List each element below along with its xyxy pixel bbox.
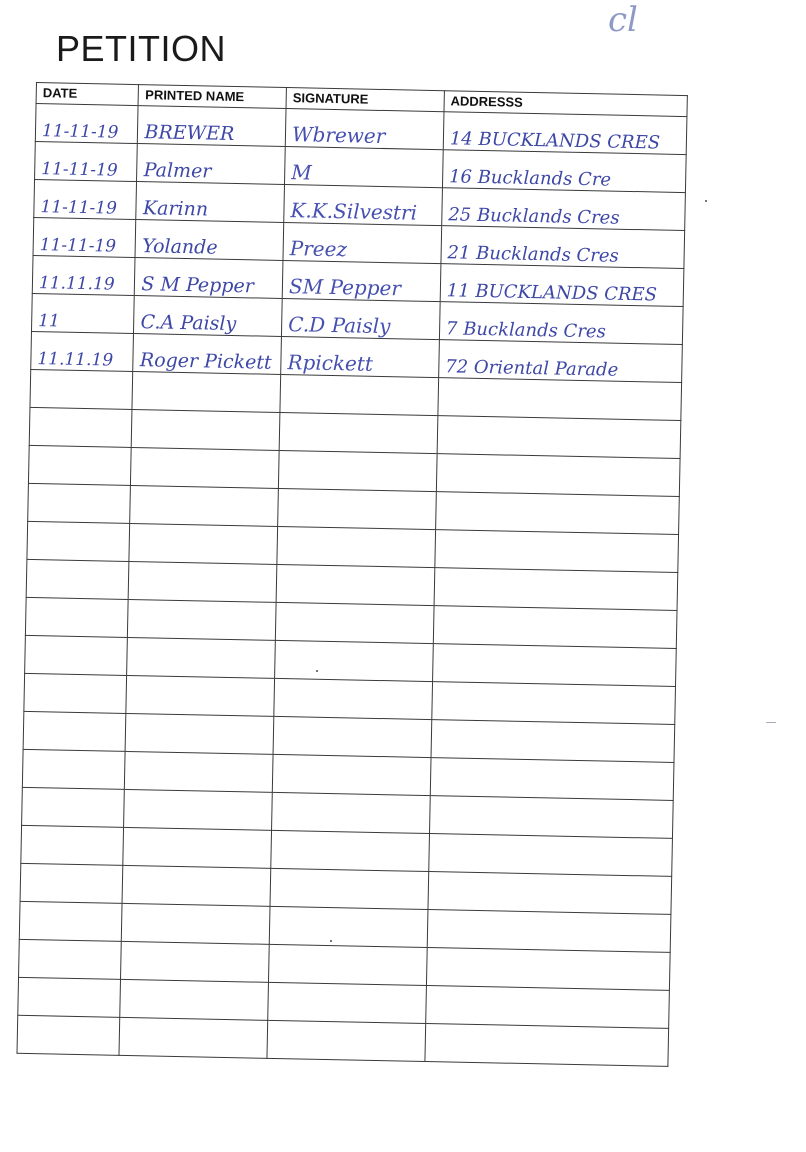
cell-printed-name: Palmer bbox=[137, 144, 285, 185]
stray-mark bbox=[330, 940, 332, 942]
cell-address bbox=[428, 872, 672, 915]
cell-printed-name: Karinn bbox=[136, 182, 284, 223]
cell-date bbox=[22, 749, 125, 789]
header-printed-name: PRINTED NAME bbox=[139, 85, 287, 109]
petition-table bbox=[16, 82, 687, 1067]
cell-signature bbox=[277, 526, 436, 567]
cell-printed-name bbox=[129, 561, 277, 602]
cell-date bbox=[25, 635, 128, 675]
cell-signature bbox=[275, 602, 434, 643]
cell-date: 11-11-19 bbox=[34, 179, 137, 219]
cell-date bbox=[27, 521, 130, 561]
cell-printed-name bbox=[126, 713, 274, 754]
cell-printed-name bbox=[128, 599, 276, 640]
cell-signature bbox=[278, 450, 437, 491]
cell-address bbox=[432, 682, 676, 725]
cell-printed-name bbox=[125, 751, 273, 792]
page-title: PETITION bbox=[56, 28, 227, 69]
cell-address bbox=[436, 454, 680, 497]
cell-printed-name bbox=[123, 865, 271, 906]
cell-signature bbox=[279, 412, 438, 453]
cell-date bbox=[29, 407, 132, 447]
cell-address: 7 Bucklands Cres bbox=[439, 302, 683, 345]
cell-address bbox=[427, 910, 671, 953]
cell-date bbox=[28, 445, 131, 485]
cell-date bbox=[28, 483, 131, 523]
cell-date bbox=[19, 939, 122, 979]
cell-signature bbox=[269, 906, 428, 947]
cell-address bbox=[425, 1024, 669, 1067]
cell-signature bbox=[275, 640, 434, 681]
cell-date bbox=[20, 863, 123, 903]
cell-printed-name bbox=[119, 1017, 267, 1058]
cell-address bbox=[429, 834, 673, 877]
cell-printed-name bbox=[132, 410, 280, 451]
cell-signature bbox=[276, 564, 435, 605]
cell-signature bbox=[268, 982, 427, 1023]
header-address: ADDRESSS bbox=[444, 91, 687, 117]
cell-signature bbox=[270, 868, 429, 909]
cell-date: 11-11-19 bbox=[35, 141, 138, 181]
cell-signature bbox=[269, 944, 428, 985]
cell-address bbox=[431, 720, 675, 763]
cell-printed-name: BREWER bbox=[138, 106, 286, 147]
cell-printed-name bbox=[127, 637, 275, 678]
cell-signature bbox=[273, 716, 432, 757]
cell-address: 25 Bucklands Cres bbox=[442, 188, 686, 231]
cell-address bbox=[430, 758, 674, 801]
cell-address bbox=[438, 378, 682, 421]
cell-date bbox=[25, 597, 128, 637]
header-signature: SIGNATURE bbox=[286, 88, 444, 112]
cell-address bbox=[426, 948, 670, 991]
cell-printed-name bbox=[124, 789, 272, 830]
cell-printed-name: Yolande bbox=[135, 220, 283, 261]
cell-date: 11 bbox=[31, 293, 134, 333]
cell-date bbox=[26, 559, 129, 599]
cell-signature bbox=[272, 792, 431, 833]
cell-printed-name: C.A Paisly bbox=[134, 296, 282, 337]
cell-signature: Wbrewer bbox=[285, 109, 444, 150]
cell-address: 11 BUCKLANDS CRES bbox=[440, 264, 684, 307]
cell-signature bbox=[274, 678, 433, 719]
cell-date bbox=[24, 673, 127, 713]
cell-address: 72 Oriental Parade bbox=[439, 340, 683, 383]
cell-printed-name bbox=[126, 675, 274, 716]
cell-printed-name bbox=[132, 372, 280, 413]
cell-address bbox=[435, 530, 679, 573]
cell-signature: M bbox=[285, 147, 444, 188]
table-body bbox=[17, 104, 687, 1067]
cell-signature bbox=[272, 754, 431, 795]
cell-printed-name bbox=[120, 979, 268, 1020]
cell-signature: SM Pepper bbox=[282, 260, 441, 301]
cell-printed-name bbox=[129, 523, 277, 564]
cell-date: 11-11-19 bbox=[35, 104, 138, 144]
cell-signature bbox=[280, 374, 439, 415]
cell-address bbox=[429, 796, 673, 839]
cell-date: 11-11-19 bbox=[33, 217, 136, 257]
cell-printed-name: Roger Pickett bbox=[133, 334, 281, 375]
cell-printed-name: S M Pepper bbox=[135, 258, 283, 299]
header-date: DATE bbox=[36, 83, 139, 106]
stray-mark bbox=[705, 200, 707, 202]
cell-date: 11.11.19 bbox=[32, 255, 135, 295]
cell-address bbox=[432, 644, 676, 687]
cell-signature bbox=[278, 488, 437, 529]
cell-date bbox=[17, 1015, 120, 1055]
cell-address bbox=[437, 416, 681, 459]
cell-signature bbox=[271, 830, 430, 871]
cell-date bbox=[19, 901, 122, 941]
cell-address bbox=[433, 606, 677, 649]
cell-date bbox=[18, 977, 121, 1017]
stray-mark bbox=[766, 722, 776, 723]
cell-printed-name bbox=[122, 903, 270, 944]
cell-address: 21 Bucklands Cres bbox=[441, 226, 685, 269]
corner-initials: cl bbox=[608, 0, 638, 40]
cell-signature: Rpickett bbox=[281, 336, 440, 377]
cell-signature: K.K.Silvestri bbox=[284, 185, 443, 226]
cell-address bbox=[426, 986, 670, 1029]
stray-mark bbox=[316, 670, 318, 672]
cell-date bbox=[23, 711, 126, 751]
cell-address: 16 Bucklands Cre bbox=[442, 150, 686, 193]
cell-signature bbox=[267, 1020, 426, 1061]
cell-date bbox=[22, 787, 125, 827]
cell-date: 11.11.19 bbox=[31, 331, 134, 371]
cell-date bbox=[21, 825, 124, 865]
cell-signature: C.D Paisly bbox=[282, 298, 441, 339]
cell-date bbox=[30, 369, 133, 409]
cell-address bbox=[434, 568, 678, 611]
cell-printed-name bbox=[123, 827, 271, 868]
cell-address bbox=[435, 492, 679, 535]
cell-printed-name bbox=[130, 485, 278, 526]
cell-printed-name bbox=[121, 941, 269, 982]
cell-address: 14 BUCKLANDS CRES bbox=[443, 112, 687, 155]
cell-printed-name bbox=[131, 447, 279, 488]
cell-signature: Preez bbox=[283, 223, 442, 264]
